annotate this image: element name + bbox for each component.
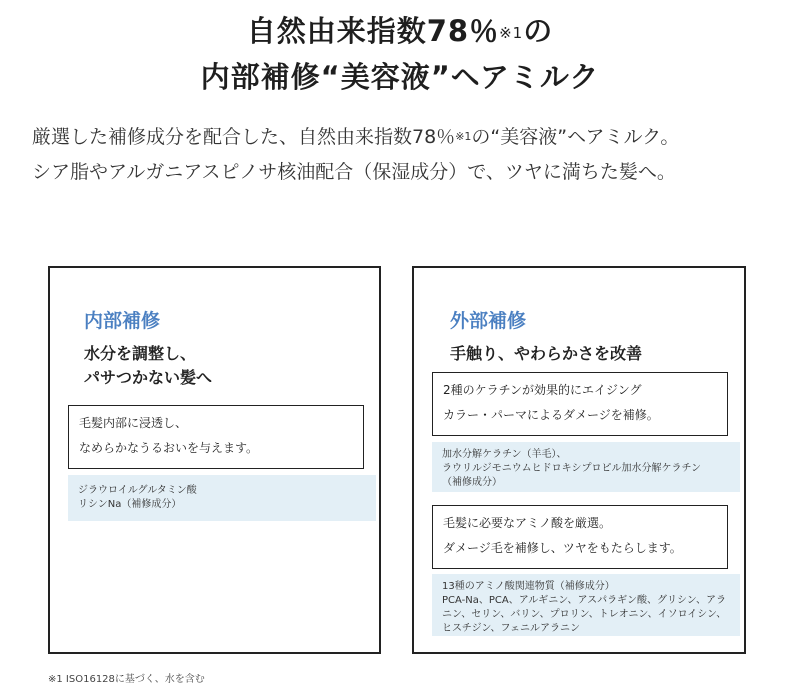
external-repair-card [412, 266, 746, 654]
amino-effect-line-2: ダメージ毛を補修し、ツヤをもたらします。 [443, 541, 682, 555]
title-line-1 [0, 8, 800, 54]
internal-repair-subheading [84, 342, 212, 390]
lead-paragraph [32, 120, 772, 190]
internal-repair-card [48, 266, 381, 654]
title-footnote-mark: ※1 [499, 24, 524, 42]
internal-ingredient-line-1: ジラウロイルグルタミン酸 [78, 485, 197, 496]
internal-ingredient-box [68, 475, 376, 521]
lead-line-2: シア脂やアルガニアスピノサ核油配合（保湿成分）で、ツヤに満ちた髪へ。 [32, 161, 676, 183]
keratin-ingredient-line-2: ラウリルジモニウムヒドロキシプロピル加水分解ケラチン [442, 463, 702, 474]
lead-text-1: 厳選した補修成分を配合した、自然由来指数78％ [32, 126, 456, 148]
internal-sub-line-1: 水分を調整し、 [84, 344, 197, 363]
internal-effect-box [68, 405, 364, 469]
keratin-effect-box [432, 372, 728, 436]
internal-effect-line-2: なめらかなうるおいを与えます。 [79, 441, 259, 455]
footnote: ※1 ISO16128に基づく、水を含む [48, 674, 205, 685]
external-repair-heading: 外部補修 [450, 310, 527, 332]
lead-line-1 [32, 120, 772, 155]
amino-ingredient-line-1: 13種のアミノ酸関連物質（補修成分） [442, 581, 615, 592]
keratin-ingredient-line-3: （補修成分） [442, 477, 502, 488]
amino-ingredient-line-2: PCA-Na、PCA、アルギニン、アスパラギン酸、グリシン、アラ [442, 595, 726, 606]
amino-effect-line-1: 毛髪に必要なアミノ酸を厳選。 [443, 516, 612, 530]
lead-footnote-mark: ※1 [455, 130, 472, 143]
internal-repair-heading: 内部補修 [84, 310, 161, 332]
title-line-1-end: の [523, 14, 554, 48]
amino-ingredient-line-3: ニン、セリン、バリン、プロリン、トレオニン、イソロイシン、 [442, 609, 727, 620]
keratin-effect-line-1: 2種のケラチンが効果的にエイジング [443, 383, 642, 397]
keratin-ingredient-line-1: 加水分解ケラチン（羊毛）、 [442, 449, 567, 460]
amino-acid-effect-box [432, 505, 728, 569]
external-repair-subheading: 手触り、やわらかさを改善 [450, 344, 643, 363]
amino-acid-ingredient-box [432, 574, 740, 636]
lead-text-2: の“美容液”ヘアミルク。 [471, 126, 680, 148]
page-title [0, 8, 800, 100]
keratin-effect-line-2: カラー・パーマによるダメージを補修。 [443, 408, 659, 422]
title-line-1-text: 自然由来指数78％ [246, 14, 500, 48]
keratin-ingredient-box [432, 442, 740, 492]
title-line-2: 内部補修“美容液”ヘアミルク [200, 60, 600, 94]
amino-ingredient-line-4: ヒスチジン、フェニルアラニン [442, 623, 581, 634]
internal-sub-line-2: パサつかない髪へ [84, 368, 213, 387]
internal-effect-line-1: 毛髪内部に浸透し、 [79, 416, 188, 430]
internal-ingredient-line-2: リシンNa（補修成分） [78, 499, 182, 510]
